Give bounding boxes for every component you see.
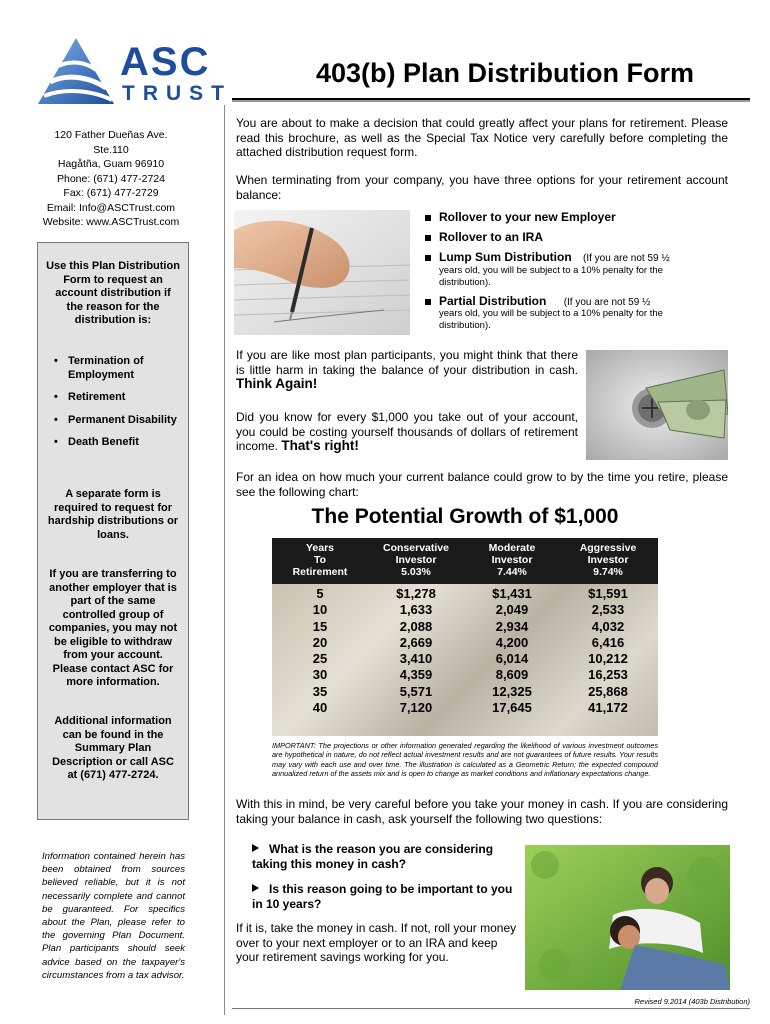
table-cell-years: 40 <box>312 700 328 716</box>
growth-table-header <box>272 538 658 584</box>
column-years <box>276 586 364 716</box>
table-cell-years: 20 <box>312 634 328 650</box>
column-conservative <box>372 586 460 716</box>
col-header-moderate: Moderate Investor 7.44% <box>488 542 536 578</box>
table-cell-aggressive: 25,868 <box>588 683 628 699</box>
signing-hand-image <box>234 210 410 335</box>
table-cell-moderate: 4,200 <box>495 634 529 650</box>
intro-paragraph: You are about to make a decision that could greatly affect your plans for retirement. Please read this brochure, as well as the Special Tax Notice very carefully before completing the attached distribution request form. <box>236 116 728 159</box>
mind-paragraph: With this in mind, be very careful before you take your money in cash. If you are considering taking your balance in cash, ask yourself the following two questions: <box>236 797 728 826</box>
asc-trust-logo <box>36 36 116 106</box>
column-aggressive <box>564 586 652 716</box>
chart-intro: For an idea on how much your current balance could grow to by the time you retire, please see the following chart: <box>236 470 728 499</box>
table-cell-years: 30 <box>312 667 328 683</box>
table-cell-years: 5 <box>316 586 324 601</box>
address-line-3: Hagåtña, Guam 96910 <box>57 158 165 170</box>
money-drain-image <box>586 350 728 460</box>
logo-wordmark-asc: ASC <box>120 40 211 84</box>
column-divider <box>224 105 225 1015</box>
table-cell-moderate: 17,645 <box>492 700 532 716</box>
table-cell-aggressive: 6,416 <box>591 634 625 650</box>
info-sidebar <box>37 242 189 820</box>
table-cell-years: 10 <box>312 602 328 618</box>
col-header-years: Years To Retirement <box>292 542 348 578</box>
col-header-aggressive: Aggressive Investor 9.74% <box>579 542 637 578</box>
sidebar-hardship-note: A separate form is required to request for hardship distributions or loans. <box>47 488 179 541</box>
table-cell-moderate: 2,049 <box>495 602 529 618</box>
table-cell-conservative: 4,359 <box>399 667 433 683</box>
table-cell-aggressive: 4,032 <box>591 618 625 634</box>
important-notice: IMPORTANT: The projections or other information generated regarding the likelihood of various investment outcomes are hypothetical in nature, do not reflect actual investment results and are not guarantees of future results. Your results may vary with each use and over time. The illustration is calculated as a Geometric Return; the expected compound annualized return of the assets mix and is open to change as market conditions and inflationary expectations change. <box>272 741 658 779</box>
cost-paragraph: Did you know for every $1,000 you take out of your account, you could be costing yourself thousands of dollars of retirement income. That's right! <box>236 410 578 453</box>
table-cell-moderate: 2,934 <box>495 618 529 634</box>
option-lump-sum: Lump Sum Distribution (If you are not 59 ½ <box>425 250 725 265</box>
revision-note: Revised 9.2014 (403b Distribution) <box>634 997 750 1006</box>
table-cell-years: 25 <box>312 651 328 667</box>
page-title: 403(b) Plan Distribution Form <box>315 58 695 88</box>
harm-paragraph: If you are like most plan participants, you might think that there is little harm in taking the balance of your distribution in cash. Think Again! <box>236 348 578 391</box>
square-bullet-icon <box>425 255 431 261</box>
distribution-reasons <box>52 355 182 459</box>
reason-item: • Permanent Disability <box>52 414 182 428</box>
table-cell-conservative: $1,278 <box>396 586 436 601</box>
option-lump-sum-note: years old, you will be subject to a 10% penalty for the distribution). <box>439 265 663 288</box>
square-bullet-icon <box>425 235 431 241</box>
relaxing-couple-image <box>525 845 730 990</box>
reason-item: • Retirement <box>52 391 182 405</box>
footer-rule <box>232 1008 750 1009</box>
title-rule <box>232 98 750 100</box>
table-cell-moderate: 8,609 <box>495 667 529 683</box>
fax: Fax: (671) 477-2729 <box>63 187 159 199</box>
question-2: Is this reason going to be important to you in 10 years? <box>252 882 513 911</box>
disclaimer: Information contained herein has been obtained from sources believed reliable, but it is not necessarily complete and cannot be guaranteed. For specifics about the Plan, please refer to the governing Plan Document. Plan participants should seek advice based on the taxpayer's circumstances from a tax advisor. <box>42 851 185 981</box>
table-cell-aggressive: 41,172 <box>588 700 628 716</box>
table-cell-moderate: 12,325 <box>492 683 532 699</box>
option-rollover-employer: Rollover to your new Employer <box>425 210 616 224</box>
reason-item: • Termination of Employment <box>52 355 182 382</box>
email[interactable]: Email: Info@ASCTrust.com <box>46 201 176 214</box>
sidebar-transfer-note: If you are transferring to another employer that is part of the same controlled group of companies, you may not be eligible to withdraw from your account. Please contact ASC for more information. <box>48 568 178 688</box>
option-partial: Partial Distribution (If you are not 59 ½ <box>425 294 725 309</box>
phone: Phone: (671) 477-2724 <box>57 172 165 185</box>
table-cell-conservative: 2,669 <box>399 634 433 650</box>
table-cell-conservative: 1,633 <box>399 602 433 618</box>
options-paragraph: When terminating from your company, you have three options for your retirement account balance: <box>236 173 728 202</box>
option-rollover-ira: Rollover to an IRA <box>425 230 543 244</box>
closing-paragraph: If it is, take the money in cash. If not, roll your money over to your next employer or to an IRA and keep your retirement savings working for you. <box>236 921 517 964</box>
table-cell-years: 35 <box>312 683 328 699</box>
square-bullet-icon <box>425 215 431 221</box>
square-bullet-icon <box>425 299 431 305</box>
table-cell-moderate: 6,014 <box>495 651 529 667</box>
table-cell-aggressive: 10,212 <box>588 651 628 667</box>
table-cell-conservative: 2,088 <box>399 618 433 634</box>
col-header-conservative: Conservative Investor 5.03% <box>383 542 449 578</box>
option-partial-note: years old, you will be subject to a 10% penalty for the distribution). <box>439 308 663 331</box>
website[interactable]: Website: www.ASCTrust.com <box>42 216 180 228</box>
thats-right: That's right! <box>281 438 359 453</box>
sidebar-intro: Use this Plan Distribution Form to request an account distribution if the reason for the distribution is: <box>46 260 180 326</box>
table-cell-moderate: $1,431 <box>492 586 532 601</box>
triangle-bullet-icon <box>252 884 259 892</box>
table-cell-conservative: 7,120 <box>399 700 433 716</box>
growth-table-body <box>272 584 658 736</box>
reason-item: • Death Benefit <box>52 436 182 450</box>
table-cell-aggressive: 2,533 <box>591 602 625 618</box>
table-cell-years: 15 <box>312 618 328 634</box>
chart-title: The Potential Growth of $1,000 <box>311 505 619 528</box>
table-cell-aggressive: $1,591 <box>588 586 628 601</box>
contact-block <box>0 128 222 230</box>
table-cell-conservative: 5,571 <box>399 683 433 699</box>
sidebar-additional-info: Additional information can be found in the Summary Plan Description or call ASC at (671) 477-2724. <box>52 715 174 781</box>
table-cell-aggressive: 16,253 <box>588 667 628 683</box>
address-line-2: Ste.110 <box>93 143 129 156</box>
address-line-1: 120 Father Dueñas Ave. <box>54 129 168 141</box>
triangle-bullet-icon <box>252 844 259 852</box>
think-again: Think Again! <box>236 376 318 391</box>
table-cell-conservative: 3,410 <box>399 651 433 667</box>
logo-wordmark-trust: TRUST <box>122 82 232 105</box>
question-1: What is the reason you are considering taking this money in cash? <box>252 842 494 871</box>
column-moderate <box>468 586 556 716</box>
